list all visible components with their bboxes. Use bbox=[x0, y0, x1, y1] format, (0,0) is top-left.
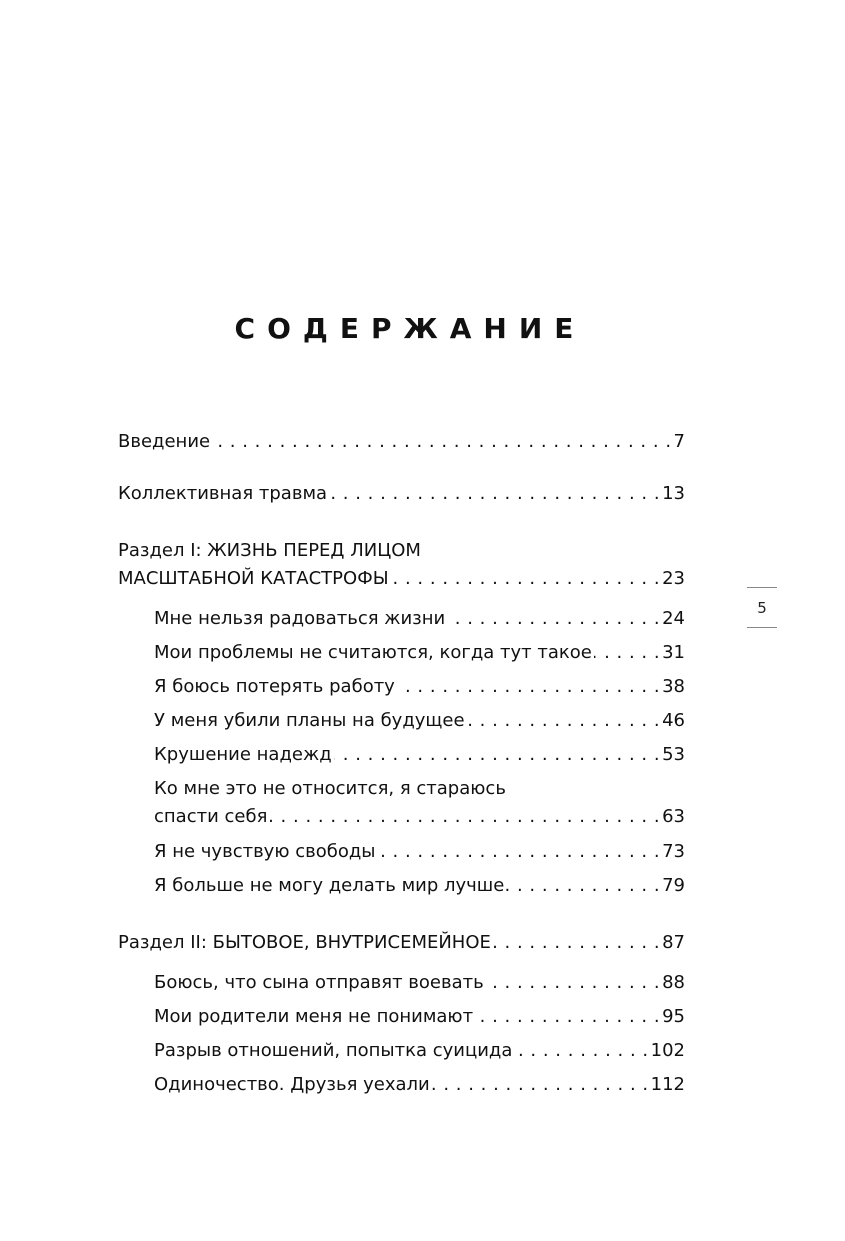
toc-entry[interactable] bbox=[118, 433, 685, 451]
toc-entry[interactable] bbox=[154, 610, 685, 628]
page-number: 5 bbox=[747, 587, 777, 628]
toc-entry[interactable] bbox=[118, 485, 685, 503]
dot-leader bbox=[506, 877, 660, 895]
toc-entry-page: 53 bbox=[662, 744, 685, 765]
toc-entry-label: Мне нельзя радоваться жизни bbox=[154, 608, 446, 629]
dot-leader bbox=[397, 678, 660, 696]
toc-entry[interactable] bbox=[154, 843, 685, 861]
toc-entry-page: 46 bbox=[662, 710, 685, 731]
toc-section-entry[interactable] bbox=[118, 934, 685, 952]
toc-entry-page: 112 bbox=[650, 1074, 685, 1095]
toc-entry[interactable] bbox=[154, 746, 685, 764]
toc-entry-page: 7 bbox=[673, 431, 685, 452]
dot-leader bbox=[447, 610, 660, 628]
toc-entry-page: 23 bbox=[662, 568, 685, 589]
dot-leader bbox=[378, 843, 661, 861]
toc-entry-label: Крушение надежд bbox=[154, 744, 332, 765]
toc-entry[interactable] bbox=[154, 1008, 685, 1026]
toc-entry-label: Боюсь, что сына отправят воевать bbox=[154, 972, 484, 993]
toc-entry-page: 13 bbox=[662, 483, 685, 504]
toc-entry-label: Я больше не могу делать мир лучше bbox=[154, 875, 505, 896]
toc-entry[interactable] bbox=[154, 1076, 685, 1094]
toc-entry-label-line1: Ко мне это не относится, я стараюсь bbox=[154, 778, 506, 799]
toc-entry-page: 63 bbox=[662, 806, 685, 827]
toc-entry-label-line1: Раздел I: ЖИЗНЬ ПЕРЕД ЛИЦОМ bbox=[118, 540, 421, 561]
dot-leader bbox=[475, 1008, 660, 1026]
toc-entry[interactable] bbox=[154, 678, 685, 696]
page-title: СОДЕРЖАНИЕ bbox=[234, 312, 586, 345]
toc-entry-page: 24 bbox=[662, 608, 685, 629]
dot-leader bbox=[467, 712, 661, 730]
toc-entry-page: 79 bbox=[662, 875, 685, 896]
toc-entry-label: Разрыв отношений, попытка суицида bbox=[154, 1040, 513, 1061]
dot-leader bbox=[391, 570, 661, 588]
dot-leader bbox=[269, 808, 660, 826]
dot-leader bbox=[486, 974, 660, 992]
toc-entry[interactable] bbox=[154, 780, 685, 826]
toc-entry-label: Я не чувствую свободы bbox=[154, 841, 376, 862]
dot-leader bbox=[594, 644, 660, 662]
toc-entry-label: спасти себя bbox=[154, 806, 268, 827]
toc-entry-page: 102 bbox=[650, 1040, 685, 1061]
toc-entry-page: 31 bbox=[662, 642, 685, 663]
dot-leader bbox=[212, 433, 671, 451]
toc-entry-label: Коллективная травма bbox=[118, 483, 328, 504]
toc-section-entry[interactable] bbox=[118, 542, 685, 588]
dot-leader bbox=[432, 1076, 649, 1094]
dot-leader bbox=[329, 485, 660, 503]
dot-leader bbox=[514, 1042, 648, 1060]
toc-entry-label: Одиночество. Друзья уехали bbox=[154, 1074, 430, 1095]
toc-entry-label: Мои родители меня не понимают bbox=[154, 1006, 474, 1027]
toc-entry-page: 73 bbox=[662, 841, 685, 862]
toc-entry-page: 87 bbox=[662, 932, 685, 953]
toc-entry-label: Мои проблемы не считаются, когда тут такое bbox=[154, 642, 592, 663]
toc-entry-page: 38 bbox=[662, 676, 685, 697]
toc-entry[interactable] bbox=[154, 644, 685, 662]
dot-leader bbox=[334, 746, 660, 764]
toc-entry-page: 95 bbox=[662, 1006, 685, 1027]
toc-entry-label: У меня убили планы на будущее bbox=[154, 710, 465, 731]
toc-entry-label: МАСШТАБНОЙ КАТАСТРОФЫ bbox=[118, 568, 389, 589]
toc-entry-label: Введение bbox=[118, 431, 211, 452]
toc-entry[interactable] bbox=[154, 877, 685, 895]
toc-entry-label: Раздел II: БЫТОВОЕ, ВНУТРИСЕМЕЙНОЕ bbox=[118, 932, 491, 953]
toc-entry-page: 88 bbox=[662, 972, 685, 993]
dot-leader bbox=[493, 934, 660, 952]
toc-entry[interactable] bbox=[154, 974, 685, 992]
toc-entry[interactable] bbox=[154, 712, 685, 730]
toc-entry-label: Я боюсь потерять работу bbox=[154, 676, 395, 697]
toc-entry[interactable] bbox=[154, 1042, 685, 1060]
